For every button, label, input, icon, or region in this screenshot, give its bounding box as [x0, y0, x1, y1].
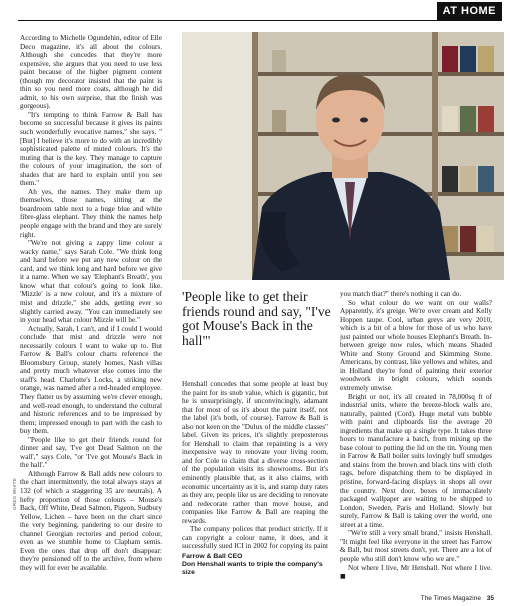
closing-line: Not where I live, Mr Henshall. Not where I live.: [348, 563, 492, 572]
paragraph: Ah yes, the names. They make them up themselves, those names, sitting at the boardroom table next to a huge blue and white fibre-glass elephant. They think the names help people engage with the brand and they are surely right.: [20, 187, 162, 239]
paragraph: you match that?" there's nothing it can do.: [340, 290, 462, 298]
caption-text: Don Henshall wants to triple the company's size: [182, 561, 323, 577]
header-rule: [18, 20, 502, 21]
publication-name: The Times Magazine: [420, 595, 481, 602]
paragraph: "We're not giving a zappy lime colour a wacky name," says Sarah Cole. "We think long and hard before we put any new colour on the card, and we think long and hard before we give it a name. When we say 'Elephant's Breath', you know what that colour's going to look like. 'Mizzle' is a new colour, and it's a mixture of mist and drizzle," she adds, getting ever so slightly carried away. "You can immediately see in your head what colour Mizzle will be.": [20, 239, 162, 325]
pull-quote: [182, 290, 332, 348]
portrait-photo: [182, 32, 504, 280]
section-header: [0, 0, 510, 22]
section-label: AT HOME: [437, 2, 502, 20]
paragraph: So what colour do we want on our walls? Apparently, it's greige. We're over cream and Kelly Hoppen taupe. Cool, urban greys are very 2010, which is a bit of a blow for those of us who have just painted our whole houses Elephant's Breath. In-between greige now rules, which means Shaded White and Stony Ground and Skimming Stone. Americans, by contrast, like yellows and whites, and in Holland they're fond of painting their exterior woodwork in bright colours, which sounds extremely unwise.: [340, 298, 492, 393]
paragraph: According to Michelle Ogundehin, editor of Elle Deco magazine, it's all about the colours. Although she concedes that they're more expensive, she argues that you need to use less paint because of the higher pigment content (though my decorator insisted that the paint is thin so you need more coats, although he did admit, to his own surprise, that the finish was gorgeous).: [20, 34, 162, 111]
end-mark-icon: ■: [340, 573, 346, 581]
paragraph: Bright or not, it's all created in 78,000sq ft of industrial units, where the breeze-block walls are, naturally, painted (Cord). Huge metal vats bubble with paint and clipboards list the average 20 ingredients that make up a single type. It takes three hours to manufacture a batch, from mixing up the base colour to putting the lid on the tin. Young men in Farrow & Ball boiler suits lovingly buff smudges and stains from the brown and black tins with cloth rags, before dispatching them to be displayed in pristine, forward-facing displays in shops all over the country. Next door, boxes of immaculately packaged wallpaper are waiting to be shipped to London, Sweden, Paris and Holland. Slowly but surely, Farrow & Ball is taking over the world, one street at a time.: [340, 392, 492, 529]
paragraph: "It's tempting to think Farrow & Ball has become so successful because it gives its paints such wonderfully evocative names," she says. "[But] I believe it's more to do with an incredibly sophisticated palette of muted colours. It's the muting that is the key. They manage to capture the colours of your imagination, the sort of shades that are hard to explain until you see them.": [20, 110, 162, 188]
paragraph: Actually, Sarah, I can't, and if I could I would conclude that mist and drizzle were not necessarily colours I want to wake up to. But Farrow & Ball's colour charts reference the Bloomsbury Group, stately homes, Nash villas and pretty much whatever else comes into the staff's head. Charlotte's Locks, a striking new orange, was named after a red-headed employee. They flatter us by assuming we're clever enough, and well-read enough, to understand the cultural and historic references and to be impressed by them; impressed enough to part with the cash to buy them.: [20, 324, 162, 436]
paragraph: "We're still a very small brand," insists Henshall. "It might feel like everyone in the street has Farrow & Ball, but most streets don't, yet. There are a lot of people who still don't know who we are.": [340, 529, 492, 563]
pull-quote-text: 'People like to get their friends round and say, "I've got Mouse's Back in the hall"': [182, 289, 331, 348]
photo-credit: GREG WHITE: [12, 478, 17, 510]
page-number: 35: [486, 595, 494, 602]
paragraph: Henshall concedes that some people at least buy the paint for its snob value, which is gigantic, but he is unsurprisingly, if unconvincingly, adamant that for most of us it's about the paint itself, not the label (it's both, of course). Farrow & Ball is also not keen on the "Dulux of the middle classes" label. Given its prices, it's slightly preposterous for Henshall to claim that repainting is a very inexpensive way to renovate your living room, and for Cole to claim that a diverse cross-section of the population visits its showrooms. But it's eminently plausible that, as it also claims, with economic uncertainty as it is, and stamp duty rates as they are, people like us are deciding to renovate and redecorate rather than move house, and companies like Farrow & Ball are reaping the rewards.: [182, 380, 328, 525]
article-column-1: [20, 34, 162, 594]
paragraph: Although Farrow & Ball adds new colours to the chart intermittently, the total always stays at 132 (of which a staggering 35 are neutrals). A hefty proportion of those colours – Mouse's Back, Off White, Dead Salmon, Pigeon, Sudbury Yellow, Lichen – have been on the chart since the very beginning, pandering to our desire to channel Georgian rectories and period colour, even as we stumble home to Clapham semis. Even the ones that drop off don't disappear: they're pensioned off to the archive, from where they will for ever be available.: [20, 469, 162, 572]
photo-caption: [182, 553, 328, 578]
paragraph: "People like to get their friends round for dinner and say, 'I've got Dead Salmon on the wall'," says Cole, "or 'I've got Mouse's Back in the hall'.": [20, 435, 162, 470]
article-column-2: [182, 380, 328, 550]
paragraph-last: [340, 564, 492, 582]
caption-heading: Farrow & Ball CEO: [182, 553, 243, 560]
paragraph: The company polices that product strictly. If it can copyright a colour name, it does, and it successfully sued ICI in 2002 for copying its paint: [182, 525, 328, 550]
article-column-3: [340, 290, 492, 590]
page-footer: [421, 595, 494, 602]
portrait-illustration: [182, 32, 504, 280]
